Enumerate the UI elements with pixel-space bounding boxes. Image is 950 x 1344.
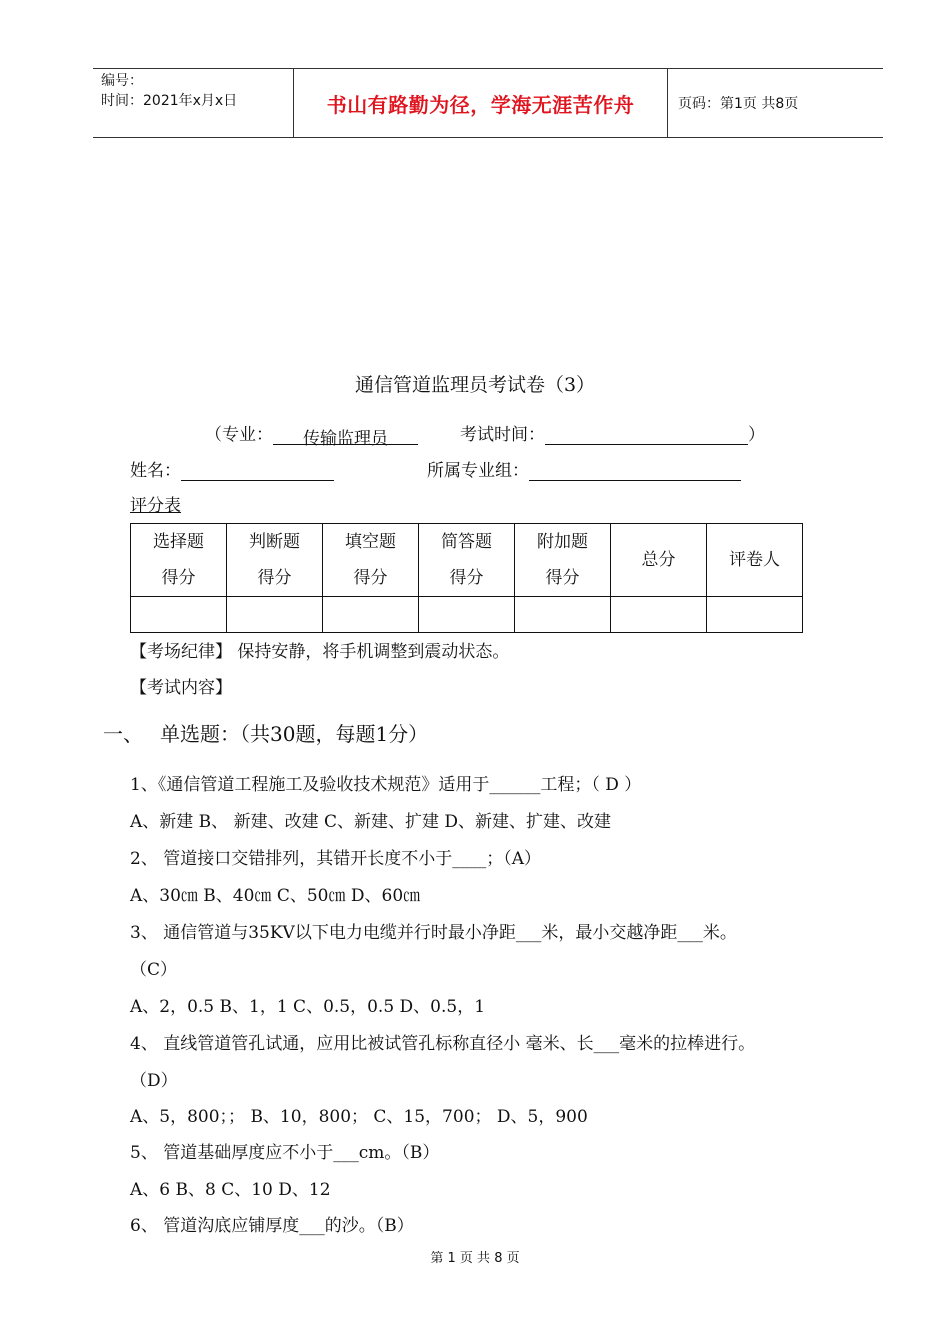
score-cell[interactable] bbox=[227, 597, 323, 633]
section-title: 单选题：（共30题，每题1分） bbox=[160, 722, 429, 746]
score-cell[interactable] bbox=[419, 597, 515, 633]
exam-title: 通信管道监理员考试卷（3） bbox=[354, 374, 596, 396]
option-line: A、6 B、8 C、10 D、12 bbox=[130, 1180, 331, 1200]
header-fill: 填空题 得分 bbox=[323, 524, 419, 597]
score-cell[interactable] bbox=[707, 597, 803, 633]
name-label: 姓名： bbox=[130, 461, 181, 481]
header-extra: 附加题 得分 bbox=[515, 524, 611, 597]
score-cell[interactable] bbox=[515, 597, 611, 633]
major-open: （专业： bbox=[205, 425, 273, 445]
group-field[interactable] bbox=[529, 460, 741, 481]
question-line: 3、 通信管道与35KV以下电力电缆并行时最小净距___米，最小交越净距___米。 bbox=[130, 923, 737, 943]
question-line: 4、 直线管道管孔试通，应用比被试管孔标称直径小 毫米、长___毫米的拉棒进行。 bbox=[130, 1034, 756, 1054]
option-line: A、新建 B、 新建、改建 C、新建、扩建 D、新建、扩建、改建 bbox=[130, 812, 612, 832]
header-meta bbox=[93, 69, 294, 137]
exam-time-field[interactable] bbox=[545, 424, 748, 445]
answer-line: （C） bbox=[130, 960, 178, 980]
score-table-header-row bbox=[131, 524, 803, 597]
name-line bbox=[130, 456, 334, 481]
name-field[interactable] bbox=[181, 460, 334, 481]
section-number: 一、 bbox=[103, 722, 143, 746]
header-choice: 选择题 得分 bbox=[131, 524, 227, 597]
question-line: 2、 管道接口交错排列，其错开长度不小于____；（A） bbox=[130, 849, 541, 869]
page-header bbox=[93, 68, 883, 138]
content-label: 【考试内容】 bbox=[130, 678, 232, 698]
question-line: 1、《通信管道工程施工及验收技术规范》适用于______工程；（ D ） bbox=[130, 775, 642, 795]
header-page-label: 页码：第1页 共8页 bbox=[678, 96, 799, 112]
option-line: A、2，0.5 B、1，1 C、0.5，0.5 D、0.5，1 bbox=[130, 997, 486, 1017]
option-line: A、5，800；； B、10，800； C、15，700； D、5，900 bbox=[130, 1107, 588, 1127]
major-value-text: 传输监理员 bbox=[303, 429, 388, 449]
header-grader: 评卷人 bbox=[707, 524, 803, 597]
option-line: A、30㎝ B、40㎝ C、50㎝ D、60㎝ bbox=[130, 886, 421, 906]
score-cell[interactable] bbox=[323, 597, 419, 633]
answer-line: （D） bbox=[130, 1071, 178, 1091]
number-label: 编号： bbox=[101, 73, 143, 89]
exam-time-label: 考试时间： bbox=[460, 425, 545, 445]
exam-rules: 【考场纪律】 保持安静，将手机调整到震动状态。 bbox=[130, 642, 510, 662]
major-value bbox=[273, 424, 418, 449]
close-paren: ） bbox=[748, 425, 765, 445]
score-cell[interactable] bbox=[611, 597, 707, 633]
score-cell[interactable] bbox=[131, 597, 227, 633]
major-line bbox=[205, 420, 418, 449]
group-label: 所属专业组： bbox=[427, 461, 529, 481]
score-table-caption: 评分表 bbox=[130, 496, 181, 516]
page-footer: 第 1 页 共 8 页 bbox=[430, 1251, 520, 1266]
question-line: 5、 管道基础厚度应不小于___cm。（B） bbox=[130, 1143, 440, 1163]
exam-time-line bbox=[460, 420, 765, 445]
header-short: 简答题 得分 bbox=[419, 524, 515, 597]
score-table bbox=[130, 523, 803, 633]
score-table-value-row bbox=[131, 597, 803, 633]
time-label: 时间：2021年x月x日 bbox=[101, 93, 238, 109]
header-judge: 判断题 得分 bbox=[227, 524, 323, 597]
group-line bbox=[427, 456, 741, 481]
question-line: 6、 管道沟底应铺厚度___的沙。（B） bbox=[130, 1216, 414, 1236]
header-total: 总分 bbox=[611, 524, 707, 597]
header-motto: 书山有路勤为径，学海无涯苦作舟 bbox=[294, 69, 668, 137]
